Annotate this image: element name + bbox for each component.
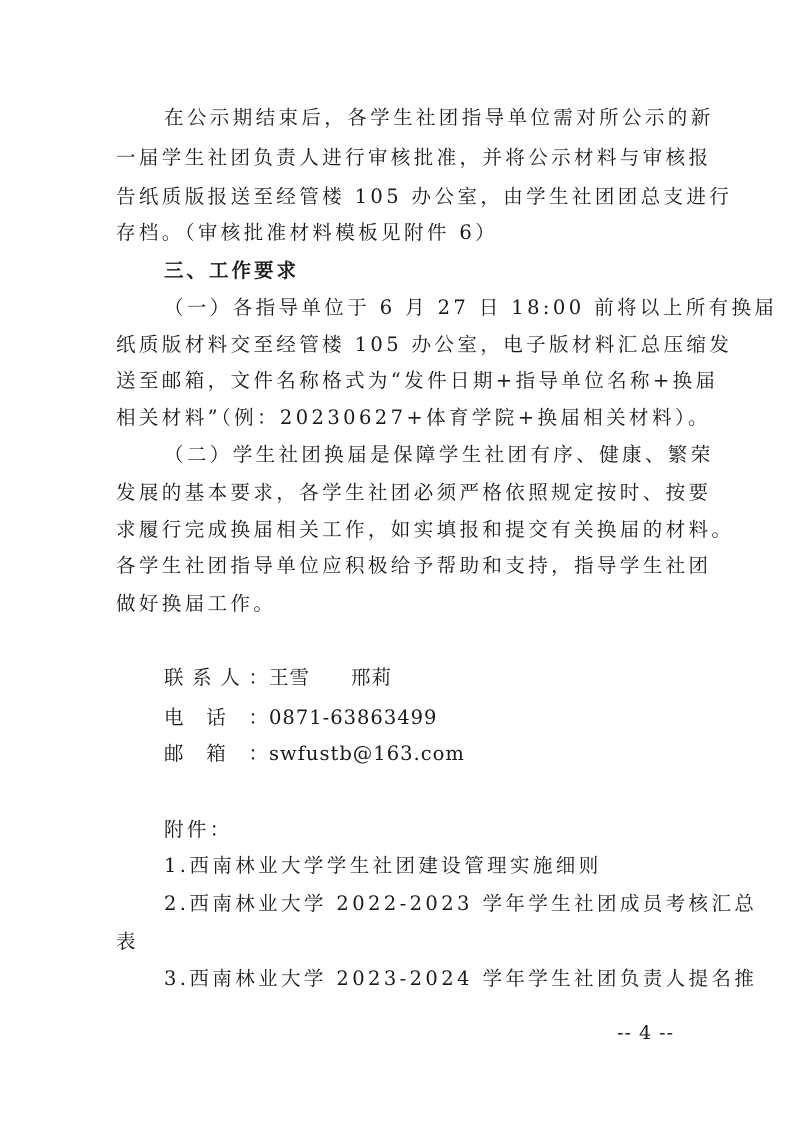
paragraph-line: 送至邮箱，文件名称格式为“发件日期+指导单位名称+换届 [116,369,719,392]
contact-phone [164,705,726,731]
paragraph-line: 纸质版材料交至经管楼 105 办公室，电子版材料汇总压缩发 [116,333,733,356]
contact-person-label: 联系人： [164,666,269,689]
attachments-label: 附件： [164,818,233,841]
paragraph-line: 求履行完成换届相关工作，如实填报和提交有关换届的材料。 [116,518,735,541]
attachment-item: 表 [116,930,139,953]
contact-person-value: 王雪 邢莉 [269,666,393,689]
paragraph-line: 在公示期结束后，各学生社团指导单位需对所公示的新 [164,106,714,129]
paragraph-line: （一）各指导单位于 6 月 27 日 18:00 前将以上所有换届 [164,296,778,319]
paragraph-line: （二）学生社团换届是保障学生社团有序、健康、繁荣 [164,443,714,466]
contact-phone-value: 0871-63863499 [269,706,438,729]
page-number: -- 4 -- [617,1022,674,1044]
contact-email-label: 邮箱： [164,742,269,765]
attachment-item: 2.西南林业大学 2022-2023 学年学生社团成员考核汇总 [164,892,758,915]
paragraph-line: 做好换届工作。 [116,592,277,615]
attachment-item: 3.西南林业大学 2023-2024 学年学生社团负责人提名推 [164,967,758,990]
contact-email-value: swfustb@163.com [269,742,465,765]
paragraph-line: 相关材料”（例：20230627+体育学院+换届相关材料）。 [116,406,711,429]
paragraph-line: 各学生社团指导单位应积极给予帮助和支持，指导学生社团 [116,554,712,577]
section-heading: 三、工作要求 [164,259,300,282]
paragraph-line: 存档。（审核批准材料模板见附件 6） [116,221,499,244]
attachment-item: 1.西南林业大学学生社团建设管理实施细则 [164,854,602,877]
paragraph-line: 告纸质版报送至经管楼 105 办公室，由学生社团团总支进行 [116,185,733,208]
paragraph-line: 一届学生社团负责人进行审核批准，并将公示材料与审核报 [116,146,712,169]
contact-person [164,665,726,691]
paragraph-line: 发展的基本要求，各学生社团必须严格依照规定按时、按要 [116,481,712,504]
contact-phone-label: 电话： [164,706,269,729]
contact-email [164,741,726,767]
